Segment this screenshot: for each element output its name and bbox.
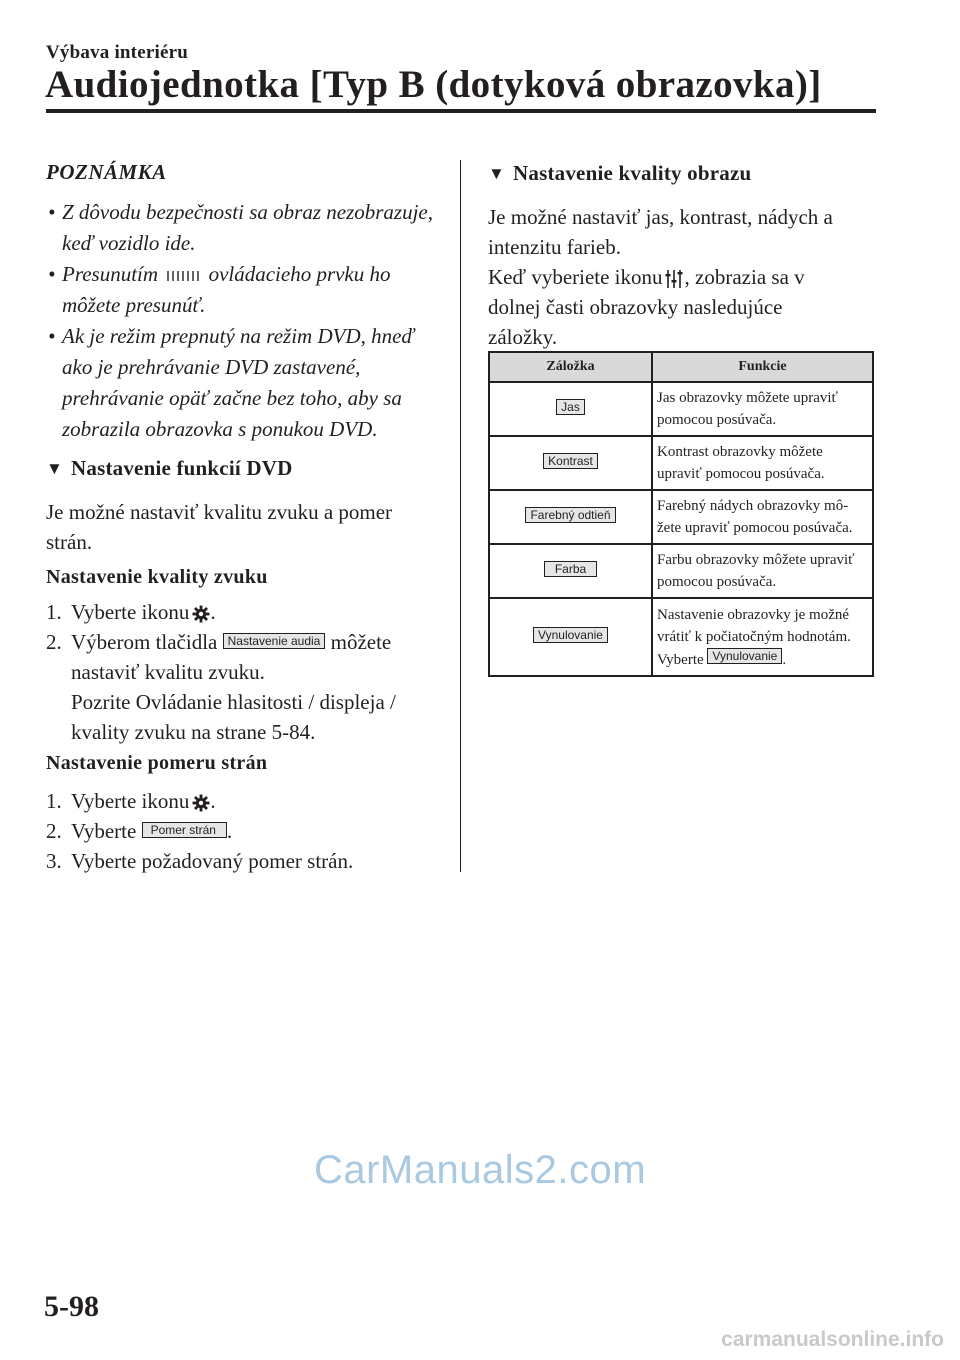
tab-description: Farebný nádych obrazovky mô-žete upraviť pomocou posúvača. <box>652 490 873 544</box>
table-row <box>489 598 873 676</box>
step: 3. Vyberte požadovaný pomer strán. <box>46 849 354 873</box>
note-item <box>46 259 446 321</box>
table-row <box>489 490 873 544</box>
bullet-icon: • <box>48 200 56 224</box>
triangle-marker-icon: ▼ <box>488 164 506 183</box>
note-text: Z dôvodu bezpečnosti sa obraz nezobrazuje, keď vozidlo ide. <box>62 200 433 255</box>
tab-description: Farbu obrazovky môžete upraviť pomocou posúvača. <box>652 544 873 598</box>
drag-grip-icon <box>166 270 200 282</box>
tab-description: Nastavenie obrazovky je možné vrátiť k počiatočným hodnotám. Vyberte Vynulovanie . <box>652 598 873 676</box>
step: 2. Výberom tlačidla Nastavenie audia môžete nastaviť kvalitu zvuku. Pozrite Ovládanie hlasitosti / displeja / kvality zvuku na strane 5-84. <box>46 630 396 744</box>
sound-quality-subheading: Nastavenie kvality zvuku <box>46 566 268 588</box>
settings-gear-icon[interactable] <box>192 794 210 812</box>
aspect-ratio-subheading: Nastavenie pomeru strán <box>46 752 268 774</box>
title-rule <box>46 109 876 113</box>
column-divider <box>460 160 461 872</box>
picture-quality-heading: ▼ Nastavenie kvality obrazu <box>488 161 752 185</box>
note-item <box>46 197 446 259</box>
picture-intro: Je možné nastaviť jas, kontrast, nádych a intenzitu farieb. Keď vyberiete ikonu , zobrazia sa v dolnej časti obrazovky nasledujúce záložky. <box>488 205 833 349</box>
table-header-tab: Záložka <box>489 352 652 382</box>
triangle-marker-icon: ▼ <box>46 459 64 478</box>
tab-tint[interactable]: Farebný odtieň <box>525 507 615 523</box>
step: 1. Vyberte ikonu . <box>46 789 216 813</box>
step-reference: Pozrite Ovládanie hlasitosti / displeja / kvality zvuku na strane 5-84. <box>71 690 396 744</box>
aspect-ratio-button[interactable]: Pomer strán <box>142 822 227 838</box>
tab-description: Jas obrazovky môžete upraviť pomocou posúvača. <box>652 382 873 436</box>
page-number: 5-98 <box>44 1290 99 1323</box>
table-row <box>489 436 873 490</box>
dvd-settings-heading: ▼ Nastavenie funkcií DVD <box>46 456 293 480</box>
equalizer-icon[interactable] <box>665 269 683 289</box>
settings-gear-icon[interactable] <box>192 605 210 623</box>
note-text-pre: Presunutím <box>62 262 159 286</box>
note-list <box>46 197 446 445</box>
watermark: CarManuals2.com <box>313 1148 647 1192</box>
table-header-function: Funkcie <box>652 352 873 382</box>
tab-contrast[interactable]: Kontrast <box>543 453 598 469</box>
step: 1. Vyberte ikonu . <box>46 600 216 624</box>
table-row <box>489 544 873 598</box>
note-text: Ak je režim prepnutý na režim DVD, hneď ako je prehrávanie DVD zastavené, prehrávanie opäť začne bez toho, aby sa zobrazila obrazovka s ponukou DVD. <box>62 324 415 441</box>
tab-color[interactable]: Farba <box>544 561 597 577</box>
step: 2. Vyberte Pomer strán . <box>46 819 233 843</box>
aspect-steps <box>46 786 446 876</box>
section-label: Výbava interiéru <box>46 42 188 63</box>
audio-settings-button[interactable]: Nastavenie audia <box>223 633 326 649</box>
note-text-post: ovládacieho prvku ho môžete presunúť. <box>62 262 391 317</box>
tab-reset[interactable]: Vynulovanie <box>533 627 608 643</box>
table-row <box>489 382 873 436</box>
tab-description: Kontrast obrazovky môžete upraviť pomocou posúvača. <box>652 436 873 490</box>
bullet-icon: • <box>48 324 56 348</box>
sound-steps <box>46 597 446 747</box>
footer-site-link[interactable]: carmanualsonline.info <box>721 1328 944 1351</box>
reset-button[interactable]: Vynulovanie <box>707 648 782 664</box>
page-title: Audiojednotka [Typ B (dotyková obrazovka)] <box>45 63 822 106</box>
bullet-icon: • <box>48 262 56 286</box>
picture-tabs-table <box>488 351 874 677</box>
dvd-intro: Je možné nastaviť kvalitu zvuku a pomer strán. <box>46 500 393 554</box>
note-title: POZNÁMKA <box>46 160 167 184</box>
note-item <box>46 321 446 445</box>
tab-brightness[interactable]: Jas <box>556 399 585 415</box>
